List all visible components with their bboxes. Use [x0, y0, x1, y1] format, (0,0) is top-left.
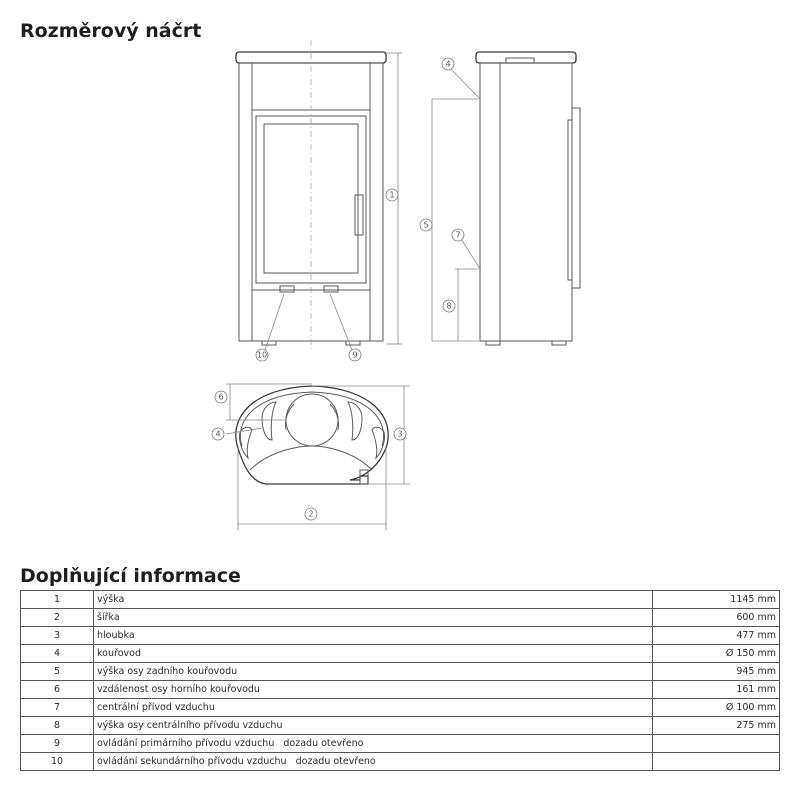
- svg-text:5: 5: [423, 220, 429, 230]
- svg-text:4: 4: [215, 429, 221, 439]
- table-row: [21, 753, 780, 771]
- callout-4-side: [442, 58, 454, 70]
- info-title: Doplňující informace: [20, 565, 241, 587]
- table-row: [21, 591, 780, 609]
- svg-text:9: 9: [352, 350, 358, 360]
- table-row: [21, 645, 780, 663]
- callout-9: [349, 349, 361, 361]
- row-number: 3: [21, 627, 94, 645]
- table-row: [21, 609, 780, 627]
- row-label: výška: [94, 591, 653, 609]
- callout-7: [452, 229, 464, 241]
- callout-4-top: [212, 428, 224, 440]
- svg-text:6: 6: [218, 392, 224, 402]
- row-label: výška osy zadního kouřovodu: [94, 663, 653, 681]
- svg-text:10: 10: [256, 350, 268, 360]
- row-label: centrální přívod vzduchu: [94, 699, 653, 717]
- side-view: [432, 52, 580, 345]
- svg-text:3: 3: [397, 429, 403, 439]
- svg-text:1: 1: [389, 190, 395, 200]
- callout-8: [443, 300, 455, 312]
- svg-text:7: 7: [455, 230, 461, 240]
- row-number: 10: [21, 753, 94, 771]
- table-row: [21, 627, 780, 645]
- row-value: [653, 735, 780, 753]
- row-value: 945 mm: [653, 663, 780, 681]
- row-value: [653, 753, 780, 771]
- callout-1: [386, 189, 398, 201]
- row-number: 5: [21, 663, 94, 681]
- callout-10: [256, 349, 268, 361]
- info-table: [20, 590, 780, 771]
- row-number: 8: [21, 717, 94, 735]
- row-value: Ø 100 mm: [653, 699, 780, 717]
- callout-5: [420, 219, 432, 231]
- row-value: 1145 mm: [653, 591, 780, 609]
- row-number: 6: [21, 681, 94, 699]
- row-label: hloubka: [94, 627, 653, 645]
- table-row: [21, 681, 780, 699]
- row-label: výška osy centrálního přívodu vzduchu: [94, 717, 653, 735]
- row-number: 9: [21, 735, 94, 753]
- row-label: vzdálenost osy horního kouřovodu: [94, 681, 653, 699]
- svg-text:8: 8: [446, 301, 452, 311]
- row-number: 1: [21, 591, 94, 609]
- row-value: Ø 150 mm: [653, 645, 780, 663]
- row-label: ovládání sekundárního přívodu vzduchu dozadu otevřeno: [94, 753, 653, 771]
- sketch-title: Rozměrový náčrt: [20, 20, 202, 42]
- row-label: šířka: [94, 609, 653, 627]
- row-value: 161 mm: [653, 681, 780, 699]
- row-value: 600 mm: [653, 609, 780, 627]
- row-label: kouřovod: [94, 645, 653, 663]
- table-row: [21, 663, 780, 681]
- svg-text:4: 4: [445, 59, 451, 69]
- table-row: [21, 717, 780, 735]
- row-number: 4: [21, 645, 94, 663]
- row-value: 477 mm: [653, 627, 780, 645]
- callout-2: [305, 508, 317, 520]
- svg-text:2: 2: [308, 509, 314, 519]
- row-label: ovládání primárního přívodu vzduchu dozadu otevřeno: [94, 735, 653, 753]
- row-number: 7: [21, 699, 94, 717]
- callout-6: [215, 391, 227, 403]
- row-number: 2: [21, 609, 94, 627]
- callout-3: [394, 428, 406, 440]
- table-row: [21, 735, 780, 753]
- row-value: 275 mm: [653, 717, 780, 735]
- top-view: [226, 384, 410, 530]
- front-view: [236, 40, 402, 350]
- table-row: [21, 699, 780, 717]
